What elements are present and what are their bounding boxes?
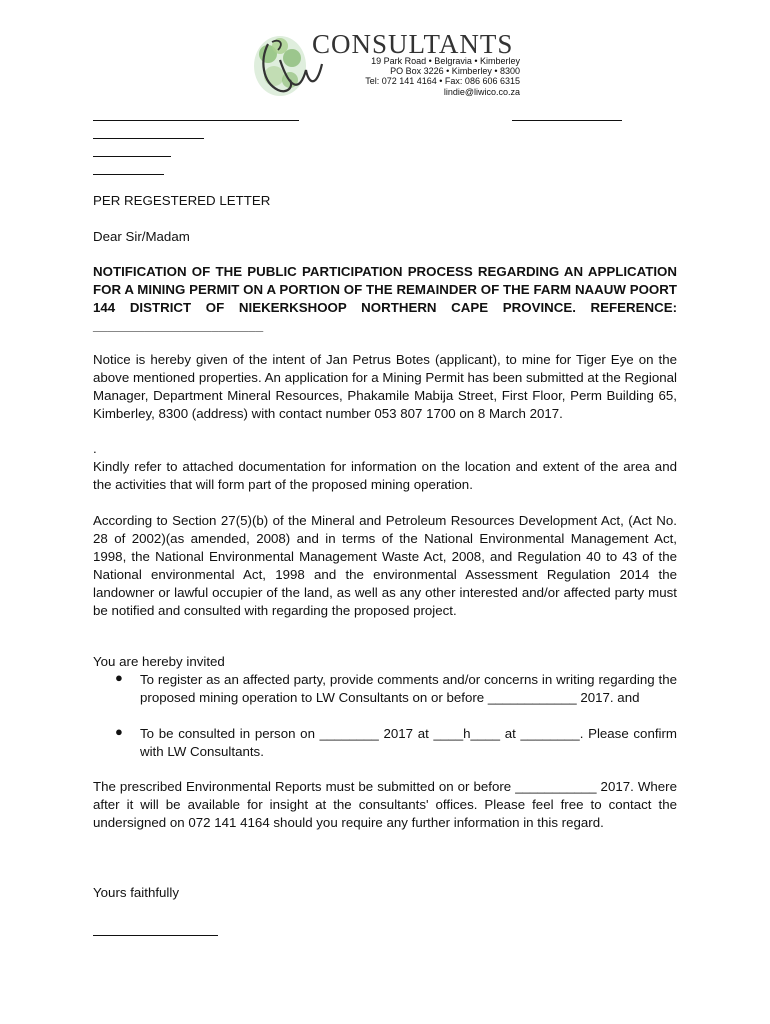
signature-line	[93, 935, 218, 936]
recipient-blank-line	[93, 138, 204, 139]
closing: Yours faithfully	[93, 885, 179, 900]
address-line: 19 Park Road • Belgravia • Kimberley	[371, 56, 520, 66]
reports-paragraph: The prescribed Environmental Reports must be submitted on or before ___________ 2017. Where after it will be available for insight at the consultants' offices. Please feel free to contact the undersigned on 072 141 4164 should you require any further information in this regard.	[93, 779, 677, 830]
date-blank-line	[512, 120, 622, 121]
bullet-icon: ●	[115, 670, 123, 685]
recipient-blank-line	[93, 120, 299, 121]
letter-subject: NOTIFICATION OF THE PUBLIC PARTICIPATION PROCESS REGARDING AN APPLICATION FOR A MINING PERMIT ON A PORTION OF THE REMAINDER OF THE FARM NAAUW POORT 144 DISTRICT OF NIEKERKSHOOP NORTHERN CAPE PROVINCE. REFERENCE: _______________________	[93, 264, 677, 333]
address-line: Tel: 072 141 4164 • Fax: 086 606 6315	[365, 76, 520, 87]
address-line: PO Box 3226 • Kimberley • 8300	[390, 66, 520, 77]
company-name: CONSULTANTS	[312, 29, 514, 59]
notice-paragraph: Notice is hereby given of the intent of Jan Petrus Botes (applicant), to mine for Tiger Eye on the above mentioned properties. An application for a Mining Permit has been submitted at the Regional Manager, Department Mineral Resources, Phakamile Mabija Street, First Floor, Perm Building 65, Kimberley, 8300 (address) with contact number 053 807 1700 on 8 March 2017.	[93, 352, 677, 421]
invite-item-consult: To be consulted in person on ________ 2017 at ____h____ at ________. Please confirm with LW Consultants.	[140, 726, 677, 759]
salutation: Dear Sir/Madam	[93, 229, 190, 244]
invite-line: You are hereby invited	[93, 654, 225, 669]
recipient-blank-line	[93, 174, 164, 175]
company-address	[320, 56, 520, 97]
stray-dot: .	[93, 441, 97, 456]
address-line: lindie@liwico.co.za	[443, 86, 520, 97]
legislation-paragraph: According to Section 27(5)(b) of the Mineral and Petroleum Resources Development Act, (Act No. 28 of 2002)(as amended, 2008) and in terms of the National Environmental Management Act, 1998, the National Environmental Management Waste Act, 2008, and Regulation 40 to 43 of the National environmental Act, 1998 and the environmental Assessment Regulation 2014 the landowner or lawful occupier of the land, as well as any other interested and/or affected party must be notified and consulted with regarding the proposed project.	[93, 513, 677, 618]
delivery-method: PER REGESTERED LETTER	[93, 193, 271, 208]
documentation-paragraph: Kindly refer to attached documentation for information on the location and extent of the area and the activities that will form part of the proposed mining operation.	[93, 459, 677, 492]
bullet-icon: ●	[115, 724, 123, 739]
invite-item-register: To register as an affected party, provide comments and/or concerns in writing regarding the proposed mining operation to LW Consultants on or before ____________ 2017. and	[140, 672, 677, 705]
recipient-blank-line	[93, 156, 171, 157]
